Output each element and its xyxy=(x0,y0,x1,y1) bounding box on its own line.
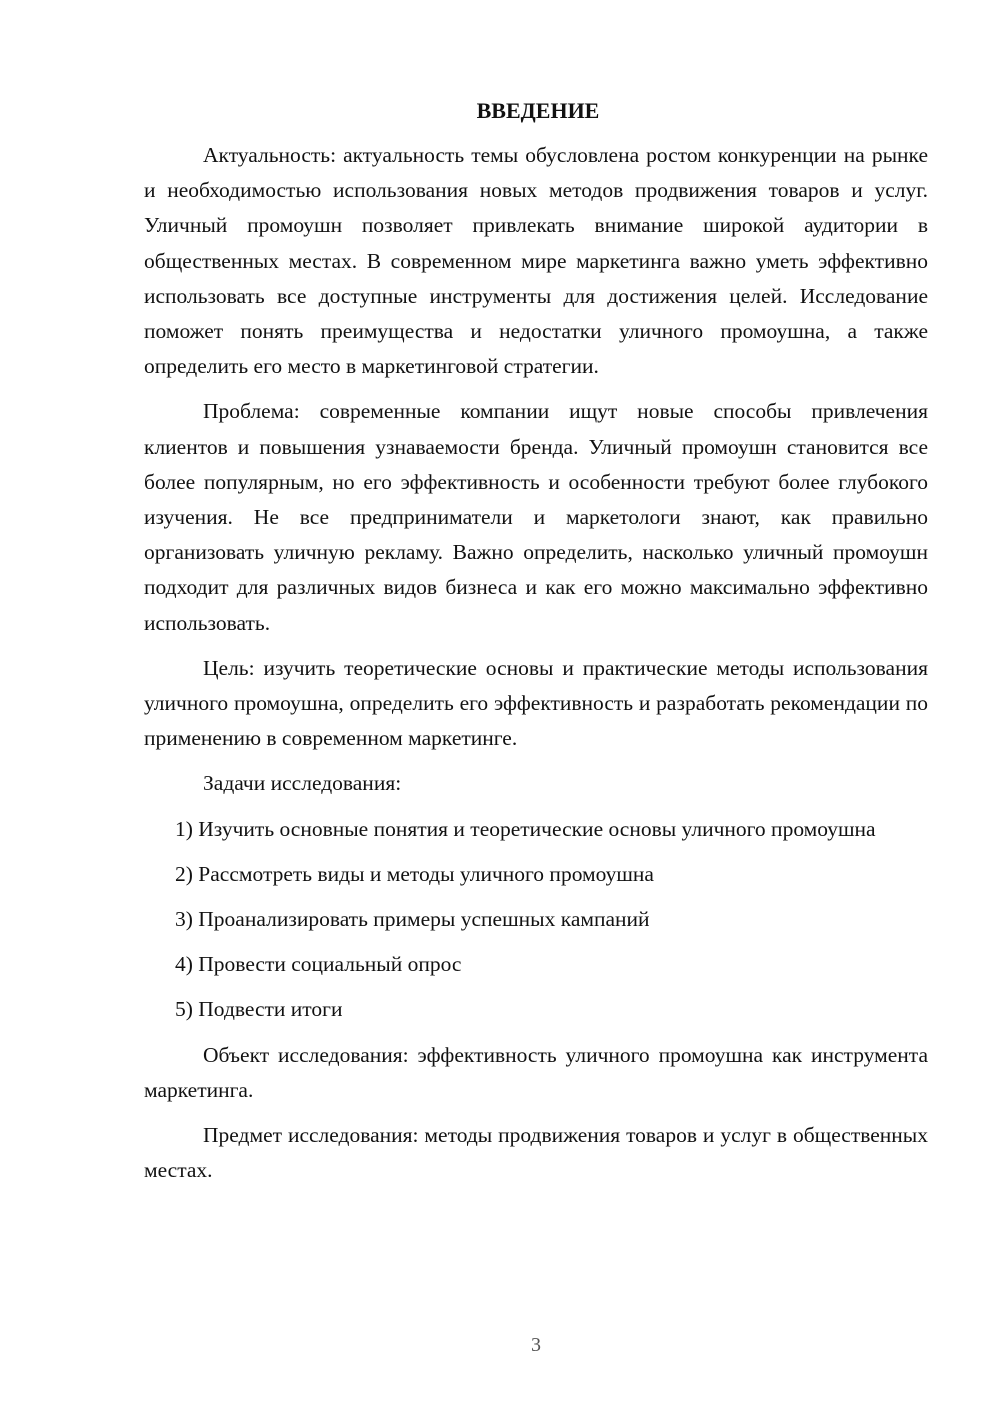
tasks-heading: Задачи исследования: xyxy=(203,771,402,796)
task-item: 4) Провести социальный опрос xyxy=(175,952,462,977)
page-content xyxy=(144,96,928,1188)
task-item: 2) Рассмотреть виды и методы уличного промоушна xyxy=(175,861,654,886)
task-item: 1) Изучить основные понятия и теоретические основы уличного промоушна xyxy=(175,816,876,841)
tasks-list xyxy=(144,812,928,1028)
page-number: 3 xyxy=(531,1334,541,1356)
paragraph-relevance: Актуальность: актуальность темы обусловлена ростом конкуренции на рынке и необходимостью использования новых методов продвижения товаров и услуг. Уличный промоушн позволяет привлекать внимание широкой аудитории в общественных местах. В современном мире маркетинга важно уметь эффективно использовать все доступные инструменты для достижения целей. Исследование поможет понять преимущества и недостатки уличного промоушна, а также определить его место в маркетинговой стратегии. xyxy=(144,143,928,379)
page-title: ВВЕДЕНИЕ xyxy=(476,98,600,123)
paragraph-problem: Проблема: современные компании ищут новые способы привлечения клиентов и повышения узнаваемости бренда. Уличный промоушн становится все более популярным, но его эффективность и особенности требуют более глубокого изучения. Не все предприниматели и маркетологи знают, как правильно организовать уличную рекламу. Важно определить, насколько уличный промоушн подходит для различных видов бизнеса и как его можно максимально эффективно использовать. xyxy=(144,399,928,635)
paragraph-object: Объект исследования: эффективность уличного промоушна как инструмента маркетинга. xyxy=(144,1042,928,1102)
paragraph-subject: Предмет исследования: методы продвижения товаров и услуг в общественных местах. xyxy=(144,1123,928,1183)
task-item: 3) Проанализировать примеры успешных кампаний xyxy=(175,907,650,932)
paragraph-goal: Цель: изучить теоретические основы и практические методы использования уличного промоушна, определить его эффективность и разработать рекомендации по применению в современном маркетинге. xyxy=(144,655,928,751)
task-item: 5) Подвести итоги xyxy=(175,997,343,1022)
